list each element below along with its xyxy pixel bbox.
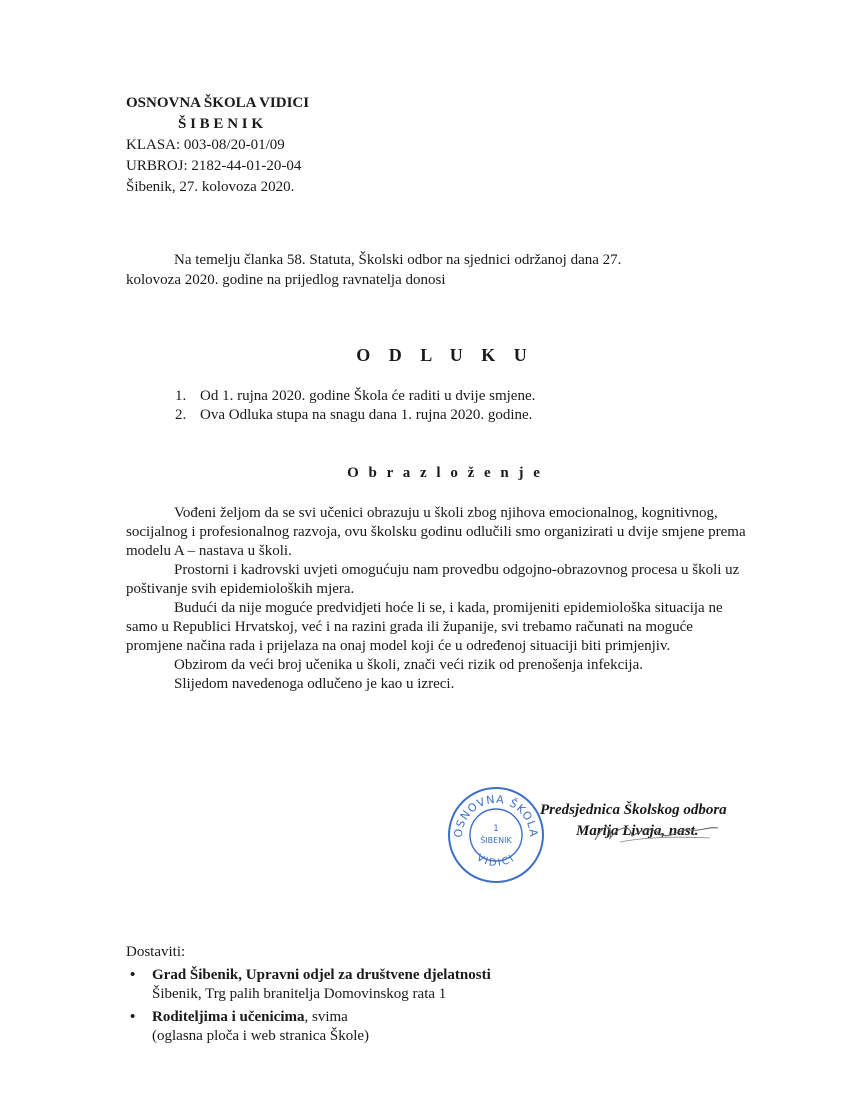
stamp-bottom-text: VIDICI — [474, 852, 518, 870]
list-item — [126, 966, 726, 1004]
delivery-section — [126, 943, 726, 1050]
explanation-paragraph: Vođeni željom da se svi učenici obrazuju u školi zbog njihova emocionalnog, kognitivnog, socijalnog i profesionalnog razvoja, ovu školsku godinu odlučili smo organizirati u dvije smjene prema modelu A – nastava u školi. — [126, 505, 746, 559]
decision-title: O D L U K U — [356, 345, 534, 365]
intro-paragraph: Na temelju članka 58. Statuta, Školski odbor na sjednici održanoj dana 27. kolovoza 2020. godine na prijedlog ravnatelja donosi — [126, 252, 622, 288]
item-number: 2. — [175, 407, 187, 423]
explanation-title: O b r a z l o ž e n j e — [347, 465, 543, 481]
recipient-detail: (oglasna ploča i web stranica Škole) — [152, 1028, 370, 1044]
explanation-paragraph: Slijedom navedenoga odlučeno je kao u izreci. — [174, 676, 455, 692]
handwritten-signature — [590, 812, 730, 852]
stamp-center-text: ŠIBENIK — [480, 836, 512, 845]
bullet-icon: • — [130, 967, 136, 983]
delivery-label: Dostaviti: — [126, 944, 186, 960]
item-number: 1. — [175, 388, 187, 404]
list-item — [175, 406, 695, 425]
decision-list — [175, 387, 695, 425]
svg-text:VIDICI — [475, 852, 518, 869]
recipient-name: Grad Šibenik, Upravni odjel za društvene djelatnosti — [152, 967, 491, 983]
explanation-paragraph: Budući da nije moguće predvidjeti hoće li se, i kada, promijeniti epidemiološka situacija ne samo u Republici Hrvatskoj, već i na razini grada ili županije, svi trebamo računati na moguće promjene načina rada i prijelaza na onaj model koji će u određenoj situaciji biti primjenjiv. — [126, 600, 723, 654]
school-city: Š I B E N I K — [178, 116, 264, 132]
signature-name: Marija Livaja, nast. — [576, 823, 699, 839]
stamp-top-text: OSNOVNA ŠKOLA — [451, 792, 541, 839]
recipient-list — [126, 966, 726, 1046]
recipient-detail: Šibenik, Trg palih branitelja Domovinskog rata 1 — [152, 986, 447, 1002]
stamp-number: 1 — [493, 824, 499, 834]
school-name: OSNOVNA ŠKOLA VIDICI — [126, 95, 310, 111]
explanation-paragraph: Obzirom da veći broj učenika u školi, znači veći rizik od prenošenja infekcija. — [174, 657, 643, 673]
school-stamp — [446, 785, 546, 885]
list-item — [175, 387, 695, 406]
item-text: Ova Odluka stupa na snagu dana 1. rujna 2020. godine. — [200, 407, 533, 423]
list-item — [126, 1008, 726, 1046]
recipient-name: Roditeljima i učenicima — [152, 1009, 305, 1025]
stamp-icon — [446, 785, 546, 885]
recipient-suffix: , svima — [304, 1009, 348, 1025]
signature-title: Predsjednica Školskog odbora — [540, 802, 727, 818]
item-text: Od 1. rujna 2020. godine Škola će raditi u dvije smjene. — [200, 388, 536, 404]
klasa: KLASA: 003-08/20-01/09 — [126, 137, 285, 153]
bullet-icon: • — [130, 1009, 136, 1025]
urbroj: URBROJ: 2182-44-01-20-04 — [126, 158, 302, 174]
explanation-body — [126, 504, 751, 694]
document-date: Šibenik, 27. kolovoza 2020. — [126, 179, 295, 195]
explanation-paragraph: Prostorni i kadrovski uvjeti omogućuju nam provedbu odgojno-obrazovnog procesa u školi uz poštivanje svih epidemioloških mjera. — [126, 562, 740, 597]
document-header — [126, 93, 446, 198]
